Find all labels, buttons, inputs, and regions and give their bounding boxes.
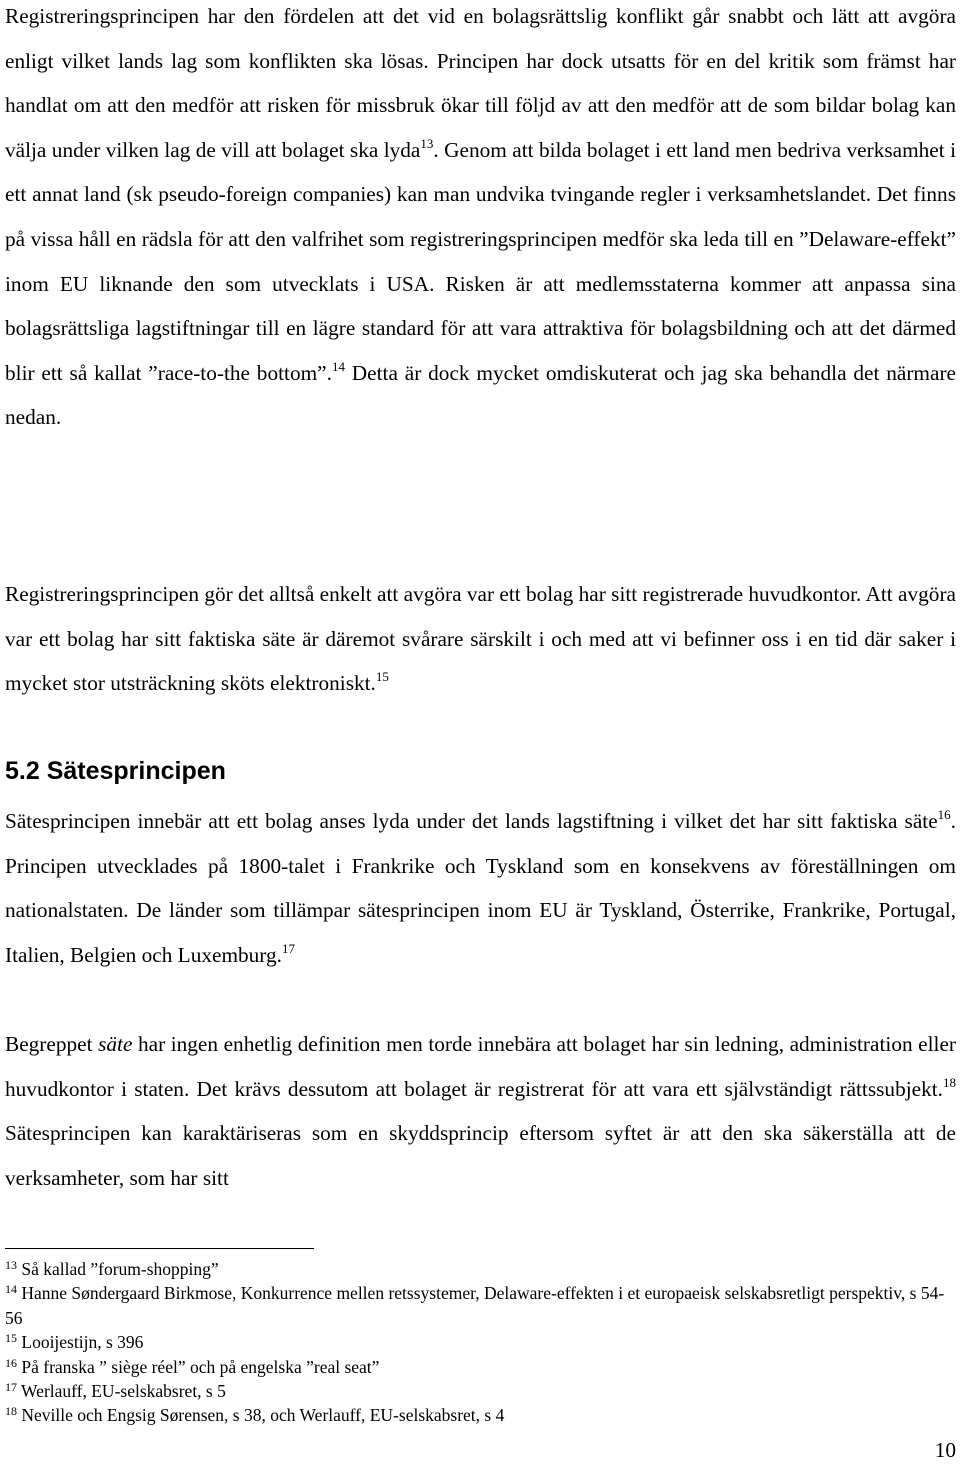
text-run: Begreppet bbox=[5, 1032, 99, 1056]
footnote-14 bbox=[5, 1281, 956, 1330]
text-run: har ingen enhetlig definition men torde innebära att bolaget har sin ledning, administration eller huvudkontor i staten. Det krävs dessutom att bolaget är registrerat för att vara ett självständigt rättssubjekt. bbox=[5, 1032, 957, 1101]
footnote-18 bbox=[5, 1403, 956, 1427]
footnote-16 bbox=[5, 1355, 956, 1379]
text-run: Detta är dock mycket omdiskuterat och jag ska behandla det närmare nedan. bbox=[5, 360, 956, 430]
body-paragraph bbox=[5, 0, 956, 440]
section-heading: 5.2 Sätesprincipen bbox=[5, 757, 226, 785]
text-run: Sätesprincipen innebär att ett bolag anses lyda under det lands lagstiftning i vilket det har sitt faktiska säte bbox=[5, 809, 938, 833]
footnote-15 bbox=[5, 1330, 956, 1354]
emphasis-term: säte bbox=[98, 1032, 133, 1056]
footnote-ref: 17 bbox=[281, 940, 295, 956]
footnote-text: Så kallad ”forum-shopping” bbox=[17, 1259, 219, 1279]
footnote-text: Werlauff, EU-selskabsret, s 5 bbox=[17, 1381, 226, 1402]
text-run: Sätesprincipen kan karaktäriseras som en skyddsprincip eftersom syftet är att den ska säkerställa att de verksamheter, som har sitt bbox=[5, 1121, 956, 1190]
text-run: Registreringsprincipen har den fördelen att det vid en bolagsrättslig konflikt går snabbt och lätt att avgöra enligt vilket lands lag som konflikten ska lösas. Principen har dock utsatts för en del kritik som främst har handlat om att den medför att risken för missbruk ökar till följd av att den medför att de som bildar bolag kan välja under vilken lag de vill att bolaget ska lyda bbox=[5, 4, 956, 162]
footnote-ref: 13 bbox=[420, 135, 434, 151]
document-page bbox=[5, 0, 956, 1465]
footnote-text: På franska ” siège réel” och på engelska ”real seat” bbox=[17, 1356, 380, 1377]
footnote-number: 14 bbox=[5, 1282, 17, 1297]
footnote-13 bbox=[5, 1257, 956, 1281]
footnote-ref: 16 bbox=[937, 807, 951, 822]
footnote-ref: 18 bbox=[943, 1074, 956, 1090]
text-run: . Principen utvecklades på 1800-talet i Frankrike och Tyskland som en konsekvens av föreställningen om nationalstaten. De länder som tillämpar sätesprincipen inom EU är Tyskland, Österrike, Frankrike, Portugal, Italien, Belgien och Luxemburg. bbox=[5, 809, 956, 967]
footnote-separator bbox=[5, 1248, 314, 1249]
footnote-17 bbox=[5, 1379, 956, 1403]
footnote-text: Hanne Søndergaard Birkmose, Konkurrence mellen retssystemer, Delaware-effekten i et europaeisk selskabsretligt perspektiv, s 54-56 bbox=[5, 1283, 945, 1328]
page-number: 10 bbox=[934, 1438, 956, 1462]
footnote-number: 16 bbox=[5, 1355, 17, 1370]
footnote-number: 13 bbox=[5, 1258, 17, 1272]
footnote-text: Looijestijn, s 396 bbox=[17, 1332, 144, 1353]
footnote-number: 15 bbox=[5, 1331, 17, 1346]
text-run: Registreringsprincipen gör det alltså enkelt att avgöra var ett bolag har sitt registrerade huvudkontor. Att avgöra var ett bolag har sitt faktiska säte är däremot svårare särskilt i och med att vi befinner oss i en tid där saker i mycket stor utsträckning sköts elektroniskt. bbox=[5, 582, 956, 696]
text-run: . Genom att bilda bolaget i ett land men bedriva verksamhet i ett annat land (sk pseudo-foreign companies) kan man undvika tvingande regler i verksamhetslandet. Det finns på vissa håll en rädsla för att den valfrihet som registreringsprincipen medför ska leda till en ”Delaware-effekt” inom EU liknande den som utvecklats i USA. Risken är att medlemsstaterna kommer att anpassa sina bolagsrättsliga lagstiftningar till en lägre standard för att vara attraktiva för bolagsbildning och att det därmed blir ett så kallat ”race-to-the bottom”. bbox=[5, 137, 956, 385]
footnote-number: 18 bbox=[5, 1404, 17, 1419]
body-paragraph bbox=[5, 572, 956, 706]
footnote-ref: 15 bbox=[375, 669, 389, 685]
footnotes bbox=[5, 1257, 956, 1428]
footnote-ref: 14 bbox=[331, 358, 345, 374]
footnote-number: 17 bbox=[5, 1380, 17, 1395]
body-paragraph bbox=[5, 1022, 956, 1200]
footnote-text: Neville och Engsig Sørensen, s 38, och Werlauff, EU-selskabsret, s 4 bbox=[17, 1405, 505, 1426]
body-paragraph bbox=[5, 799, 956, 977]
